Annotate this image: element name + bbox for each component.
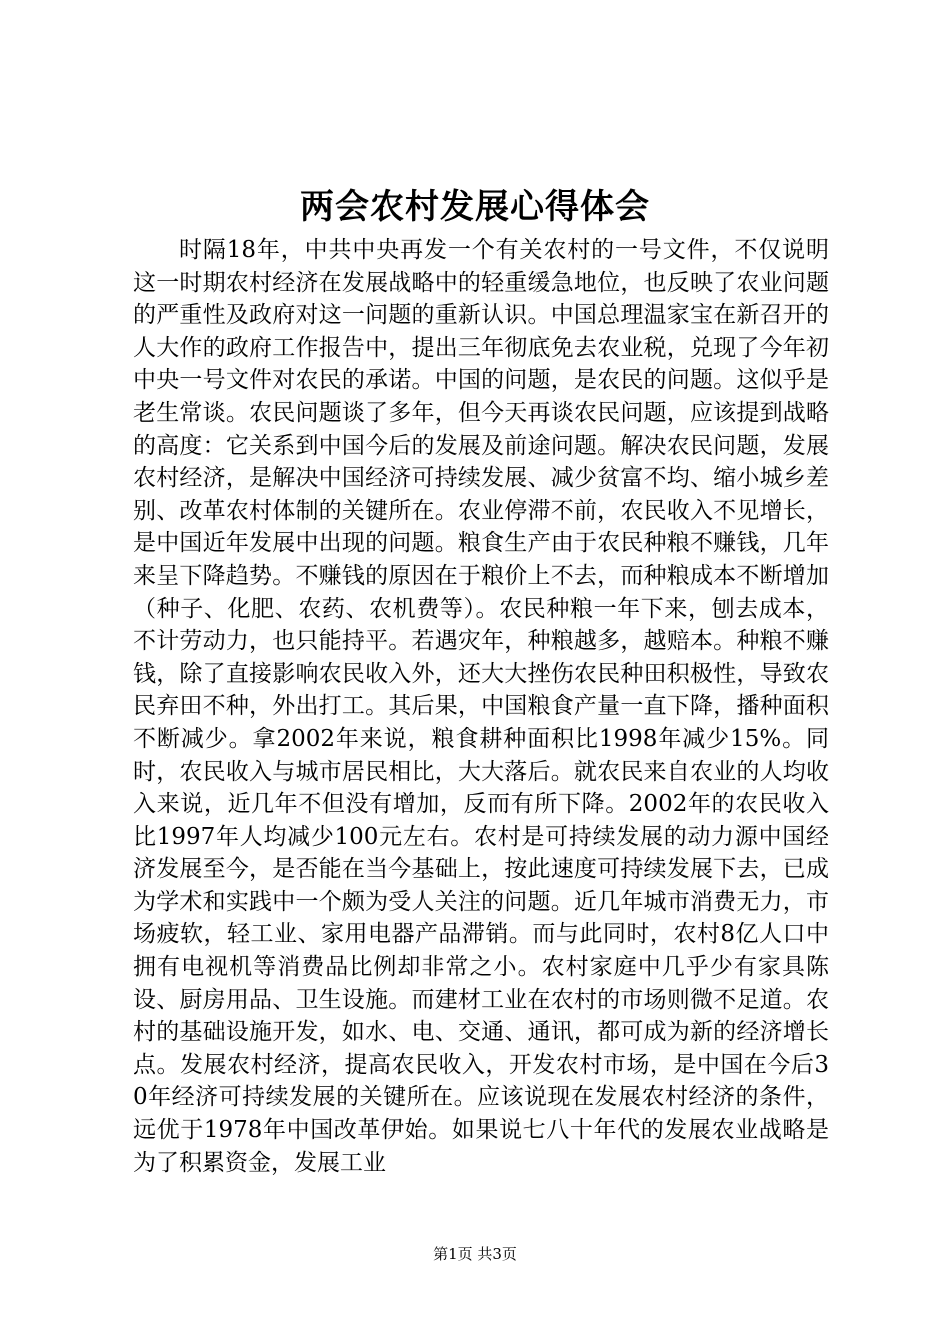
document-title: 两会农村发展心得体会 (300, 187, 650, 227)
page-footer: 第1页 共3页 (433, 1245, 517, 1263)
body-paragraph: 时隔18年，中共中央再发一个有关农村的一号文件，不仅说明这一时期农村经济在发展战略中的轻重缓急地位，也反映了农业问题的严重性及政府对这一问题的重新认识。中国总理温家宝在新召开的人大作的政府工作报告中，提出三年彻底免去农业税，兑现了今年初中央一号文件对农民的承诺。中国的问题，是农民的问题。这似乎是老生常谈。农民问题谈了多年，但今天再谈农民问题，应该提到战略的高度：它关系到中国今后的发展及前途问题。解决农民问题，发展农村经济，是解决中国经济可持续发展、减少贫富不均、缩小城乡差别、改革农村体制的关键所在。农业停滞不前，农民收入不见增长，是中国近年发展中出现的问题。粮食生产由于农民种粮不赚钱，几年来呈下降趋势。不赚钱的原因在于粮价上不去，而种粮成本不断增加（种子、化肥、农药、农机费等）。农民种粮一年下来，刨去成本，不计劳动力，也只能持平。若遇灾年，种粮越多，越赔本。种粮不赚钱，除了直接影响农民收入外，还大大挫伤农民种田积极性，导致农民弃田不种，外出打工。其后果，中国粮食产量一直下降，播种面积不断减少。拿2002年来说，粮食耕种面积比1998年减少15%。同时，农民收入与城市居民相比，大大落后。就农民来自农业的人均收入来说，近几年不但没有增加，反而有所下降。2002年的农民收入比1997年人均减少100元左右。农村是可持续发展的动力源中国经济发展至今，是否能在当今基础上，按此速度可持续发展下去，已成为学术和实践中一个颇为受人关注的问题。近几年城市消费无力，市场疲软，轻工业、家用电器产品滞销。而与此同时，农村8亿人口中拥有电视机等消费品比例却非常之小。农村家庭中几乎少有家具陈设、厨房用品、卫生设施。而建材工业在农村的市场则微不足道。农村的基础设施开发，如水、电、交通、通讯，都可成为新的经济增长点。发展农村经济，提高农民收入，开发农村市场，是中国在今后30年经济可持续发展的关键所在。应该说现在发展农村经济的条件，远优于1978年中国改革伊始。如果说七八十年代的发展农业战略是为了积累资金，发展工业 (133, 237, 829, 1176)
